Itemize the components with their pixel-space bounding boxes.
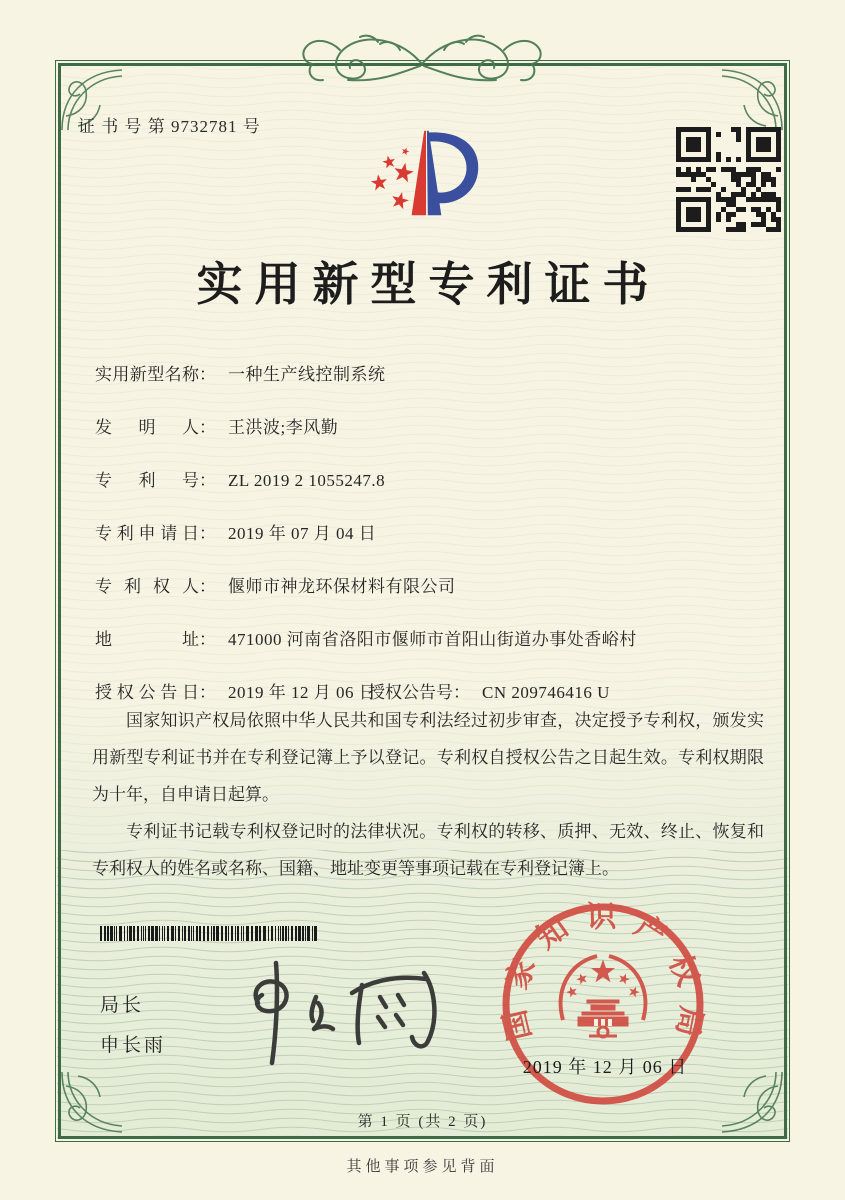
field-row-grant-date: [95, 678, 775, 703]
reverse-side-note: 其他事项参见背面: [346, 1159, 499, 1175]
grant-number-label: 授权公告号: [368, 683, 453, 702]
field-colon: ：: [199, 630, 216, 649]
field-label: 专利申请日: [95, 524, 199, 543]
barcode: [100, 926, 320, 942]
field-label: 实用新型名称: [95, 365, 199, 384]
grant-publication-group: [368, 678, 610, 703]
director-signature-handwriting: [230, 945, 460, 1070]
national-emblem: [561, 956, 646, 1037]
field-row-inventor: [95, 413, 775, 438]
dragon-scroll-ornament: [282, 28, 562, 90]
field-value: 2019 年 07 月 04 日: [228, 524, 377, 543]
field-row-invention-name: [95, 360, 775, 385]
field-label: 地址: [95, 630, 199, 649]
seal-date: 2019 年 12 月 06 日: [522, 1057, 688, 1077]
field-value: ZL 2019 2 1055247.8: [228, 471, 386, 490]
field-value: 偃师市神龙环保材料有限公司: [228, 577, 456, 596]
field-label: 专利权人: [95, 577, 199, 596]
corner-flourish-top-right: [714, 64, 786, 136]
grant-number-value: CN 209746416 U: [482, 683, 610, 702]
field-row-patent-number: [95, 466, 775, 491]
field-value: 一种生产线控制系统: [228, 365, 386, 384]
qr-code: [676, 127, 782, 233]
director-block: [100, 986, 166, 1066]
legal-text-block: [92, 702, 764, 887]
cnipa-logo: [345, 120, 525, 235]
field-label: 专利号: [95, 471, 199, 490]
certificate-number: 证 书 号 第 9732781 号: [78, 117, 261, 136]
field-colon: ：: [199, 471, 216, 490]
field-label: 授权公告日: [95, 683, 199, 702]
field-label: 发明人: [95, 418, 199, 437]
field-colon: ：: [199, 577, 216, 596]
field-colon: ：: [199, 524, 216, 543]
field-colon: ：: [199, 418, 216, 437]
field-row-filing-date: [95, 519, 775, 544]
legal-paragraph-grant: 国家知识产权局依照中华人民共和国专利法经过初步审查，决定授予专利权，颁发实用新型专利证书并在专利登记簿上予以登记。专利权自授权公告之日起生效。专利权期限为十年，自申请日起算。: [92, 711, 764, 804]
field-colon: ：: [199, 365, 216, 384]
field-value: 2019 年 12 月 06 日: [228, 683, 377, 702]
certificate-title: 实用新型专利证书: [196, 259, 661, 310]
field-colon: ：: [199, 683, 216, 702]
field-value: 王洪波;李风勤: [228, 418, 339, 437]
field-row-patentee: [95, 572, 775, 597]
director-title: 局长: [100, 995, 145, 1016]
field-colon: ：: [453, 683, 470, 702]
director-name: 申长雨: [100, 1035, 167, 1056]
field-value: 471000 河南省洛阳市偃师市首阳山街道办事处香峪村: [228, 630, 637, 649]
page-number: 第 1 页 (共 2 页): [357, 1114, 488, 1130]
seal-circular-text: 国家知识产权局: [498, 900, 708, 1044]
legal-paragraph-register: 专利证书记载专利权登记时的法律状况。专利权的转移、质押、无效、终止、恢复和专利权人的姓名或名称、国籍、地址变更等事项记载在专利登记簿上。: [92, 822, 764, 878]
field-row-address: [95, 625, 775, 650]
